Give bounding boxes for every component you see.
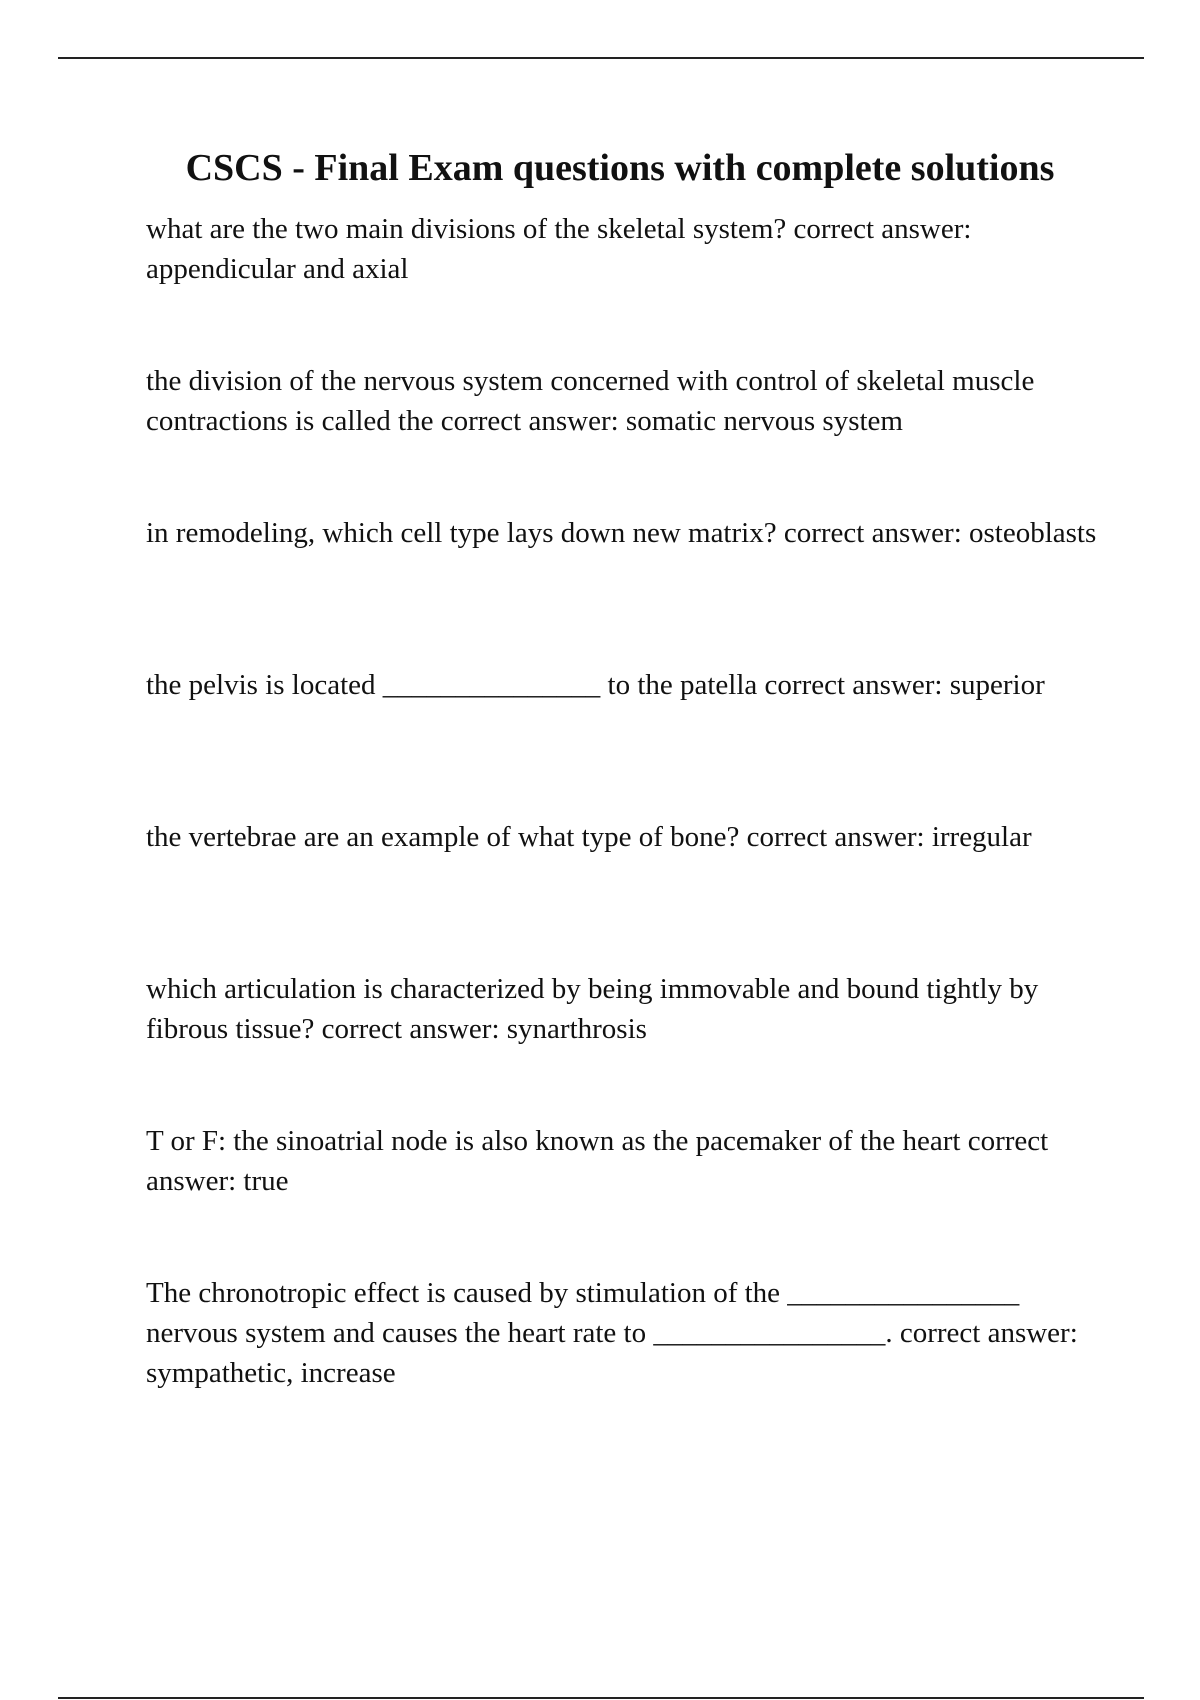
question-item: the pelvis is located _______________ to the patella correct answer: superior [146,669,1045,701]
question-item: which articulation is characterized by being immovable and bound tightly by fibrous tissue? correct answer: synarthrosis [146,973,1039,1045]
bottom-rule [58,1697,1144,1699]
question-item: The chronotropic effect is caused by stimulation of the ________________ nervous system and causes the heart rate to ________________. correct answer: sympathetic, increase [146,1277,1078,1389]
question-item: T or F: the sinoatrial node is also known as the pacemaker of the heart correct answer: true [146,1125,1049,1197]
question-item: what are the two main divisions of the skeletal system? correct answer: appendicular and axial [146,213,972,285]
top-rule [58,57,1144,59]
document-title: CSCS - Final Exam questions with complete solutions [185,147,1055,189]
question-list [146,209,1106,1425]
question-item: the vertebrae are an example of what type of bone? correct answer: irregular [146,821,1032,853]
question-item: in remodeling, which cell type lays down new matrix? correct answer: osteoblasts [146,517,1097,549]
question-item: the division of the nervous system concerned with control of skeletal muscle contractions is called the correct answer: somatic nervous system [146,365,1035,437]
